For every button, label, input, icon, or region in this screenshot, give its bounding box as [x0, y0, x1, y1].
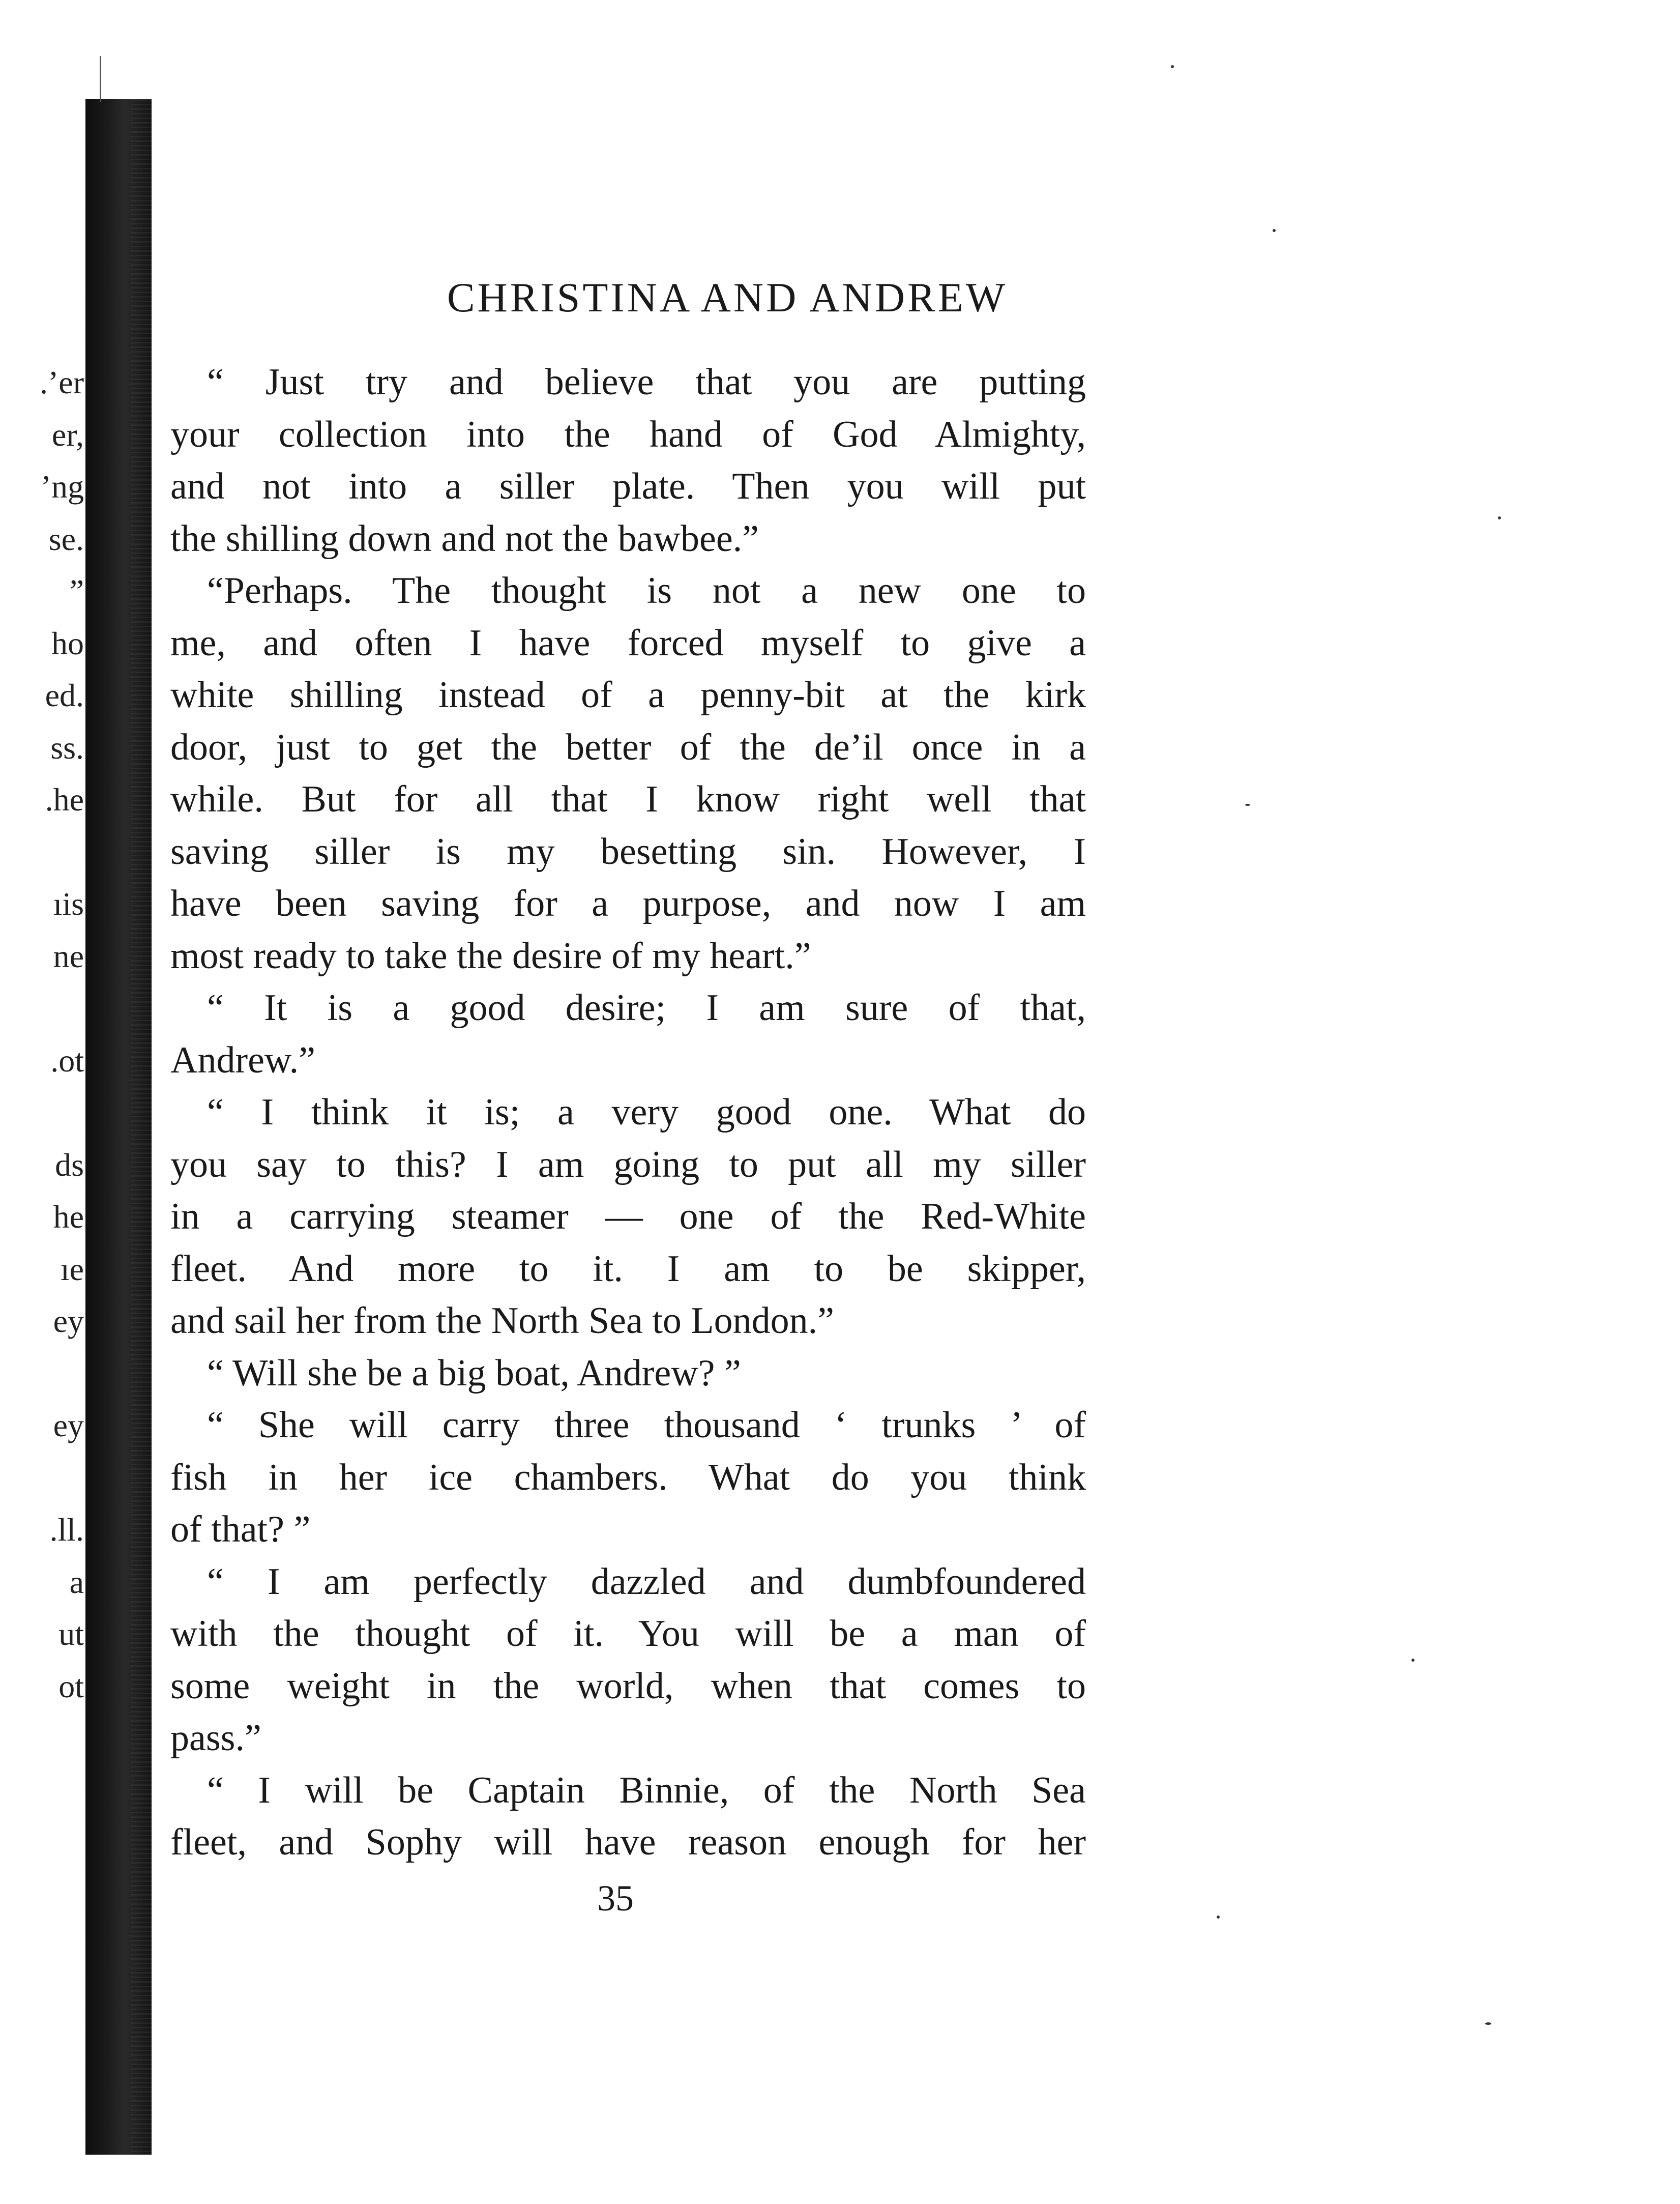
facing-page-fragment: .ll. [49, 1512, 84, 1548]
text-line: “ It is a good desire; I am sure of that, [207, 987, 1086, 1029]
facing-page-fragment: ed. [45, 677, 84, 713]
paper-speck [1171, 65, 1174, 68]
text-line: fish in her ice chambers. What do you think [170, 1456, 1086, 1498]
facing-page-fragment: ho [51, 625, 84, 661]
paper-speck [1273, 229, 1276, 232]
gutter-mark [100, 56, 101, 102]
body-text [170, 356, 1086, 1869]
facing-page-fragment: ss. [50, 729, 84, 766]
facing-page-fragment: ıe [60, 1251, 84, 1287]
facing-page-fragment: ut [58, 1616, 84, 1652]
facing-page-fragment: ” [69, 573, 84, 609]
paper-speck [1217, 1916, 1220, 1919]
text-line: in a carrying steamer — one of the Red-White [170, 1196, 1086, 1237]
text-line: “ She will carry three thousand ‘ trunks ’ of [207, 1404, 1086, 1446]
facing-page-fragment: .’er [39, 364, 84, 400]
facing-page-fragment: ot [58, 1668, 84, 1704]
text-line: your collection into the hand of God Almighty, [170, 413, 1086, 455]
text-line: while. But for all that I know right well that [170, 778, 1086, 820]
facing-page-fragment: a [69, 1563, 84, 1600]
facing-page-fragment: er, [51, 416, 84, 453]
paper-speck [1485, 2022, 1491, 2025]
text-line: fleet, and Sophy will have reason enough for her [170, 1821, 1086, 1863]
paper-speck [1411, 1659, 1414, 1662]
text-line: you say to this? I am going to put all my siller [170, 1143, 1086, 1185]
text-line: most ready to take the desire of my heart.” [170, 935, 811, 977]
text-line: white shilling instead of a penny-bit at the kirk [170, 674, 1086, 716]
text-line: “ I am perfectly dazzled and dumbfoundered [207, 1560, 1086, 1603]
text-line: “ I think it is; a very good one. What do [207, 1091, 1086, 1133]
text-line: “ I will be Captain Binnie, of the North Sea [207, 1769, 1086, 1811]
running-head: CHRISTINA AND ANDREW [447, 274, 1008, 321]
text-line: saving siller is my besetting sin. However, I [170, 830, 1086, 873]
facing-page-fragment: he [53, 1199, 84, 1235]
facing-page-fragment: ne [53, 938, 84, 974]
facing-page-fragment: ıis [53, 886, 84, 922]
facing-page-fragment: ey [53, 1407, 84, 1443]
text-line: with the thought of it. You will be a man of [170, 1613, 1086, 1655]
facing-page-fragment: se. [48, 520, 84, 557]
text-line: of that? ” [170, 1509, 311, 1550]
paper-speck [1498, 516, 1501, 519]
text-line: “ Will she be a big boat, Andrew? ” [207, 1352, 741, 1394]
text-line: pass.” [170, 1717, 261, 1759]
text-line: “ Just try and believe that you are putting [207, 361, 1086, 403]
text-line: some weight in the world, when that comes to [170, 1665, 1086, 1707]
facing-page-fragment: .he [45, 781, 84, 818]
text-line: and not into a siller plate. Then you will put [170, 466, 1086, 507]
facing-page-fragment: ds [55, 1146, 84, 1183]
text-line: me, and often I have forced myself to give a [170, 622, 1086, 664]
text-line: door, just to get the better of the de’il once in a [170, 726, 1086, 768]
facing-page-fragment: .ot [50, 1042, 84, 1079]
text-line: fleet. And more to it. I am to be skipper, [170, 1248, 1086, 1290]
facing-page-fragments [0, 0, 84, 2204]
text-line: the shilling down and not the bawbee.” [170, 517, 759, 560]
text-line: and sail her from the North Sea to London.” [170, 1300, 834, 1342]
page-number: 35 [597, 1878, 634, 1919]
book-binding-shadow [85, 99, 152, 2155]
facing-page-fragment: ey [53, 1303, 84, 1339]
text-line: “Perhaps. The thought is not a new one to [207, 570, 1086, 612]
text-line: have been saving for a purpose, and now I am [170, 883, 1086, 924]
text-line: Andrew.” [170, 1039, 315, 1081]
facing-page-fragment: ’ng [40, 469, 84, 505]
paper-speck [1245, 804, 1250, 806]
